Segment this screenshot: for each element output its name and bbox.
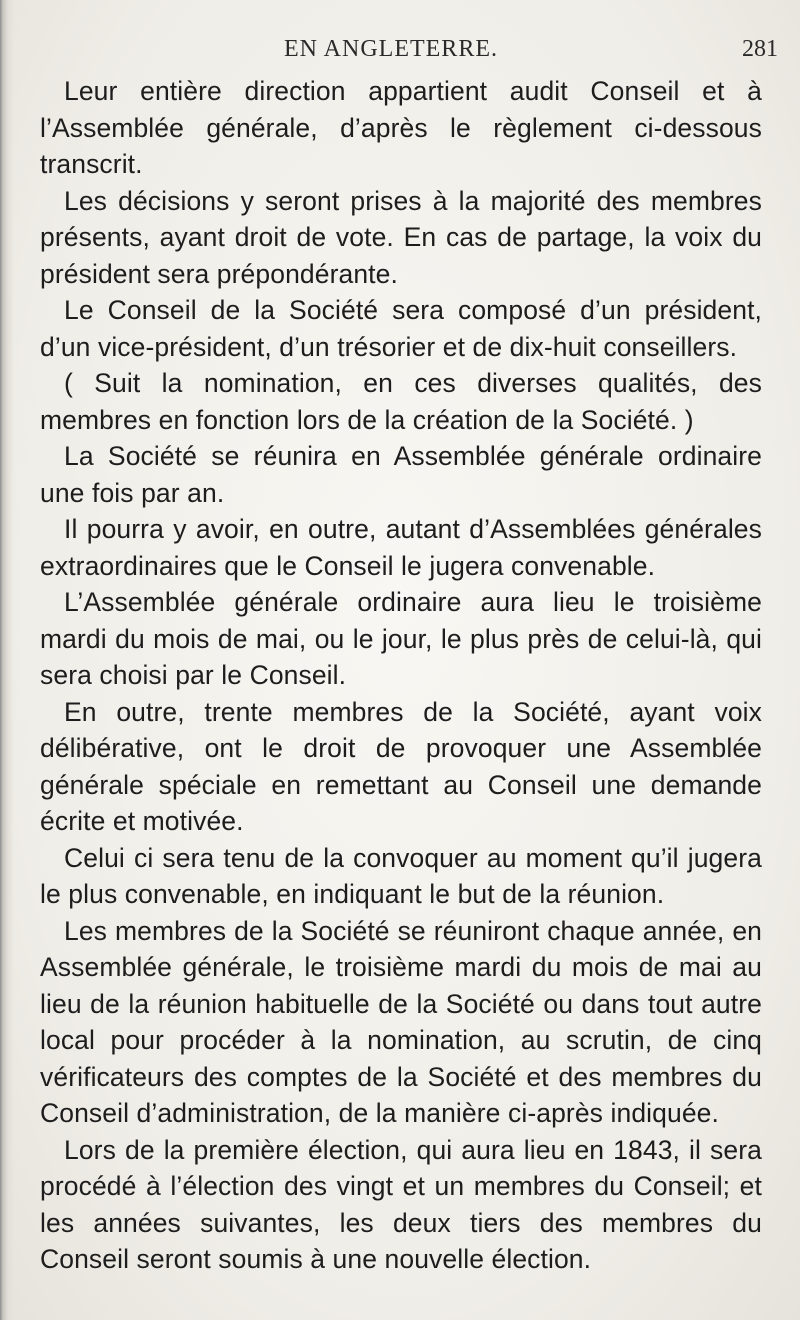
paragraph: En outre, trente membres de la Société, ayant voix délibérative, ont le droit de provoquer une Assemblée générale spéciale en remettant au Conseil une demande écrite et motivée. [40,696,762,836]
paragraph: Il pourra y avoir, en outre, autant d’Assemblées générales extraordinaires que le Conseil le jugera convenable. [40,514,762,581]
page-binding-edge [0,0,14,1320]
paragraph: L’Assemblée générale ordinaire aura lieu le troisième mardi du mois de mai, ou le jour, le plus près de celui-là, qui sera choisi par le Conseil. [40,587,762,690]
paragraph: Le Conseil de la Société sera composé d’un président, d’un vice-président, d’un trésorier et de dix-huit conseillers. [40,295,762,362]
paragraph: ( Suit la nomination, en ces diverses qualités, des membres en fonction lors de la création de la Société. ) [40,368,762,435]
paragraph: La Société se réunira en Assemblée générale ordinaire une fois par an. [40,441,762,508]
paragraph: Lors de la première élection, qui aura lieu en 1843, il sera procédé à l’élection des vingt et un membres du Conseil; et les années suivantes, les deux tiers des membres du Conseil seront soumis à une nouvelle élection. [40,1134,762,1274]
running-head: EN ANGLETERRE. [284,36,498,62]
paragraph: Leur entière direction appartient audit Conseil et à l’Assemblée générale, d’après le règlement ci-dessous transcrit. [40,76,762,179]
paragraph: Les décisions y seront prises à la majorité des membres présents, ayant droit de vote. En cas de partage, la voix du président sera prépondérante. [40,185,762,289]
page-number: 281 [742,36,778,62]
paragraph: Celui ci sera tenu de la convoquer au moment qu’il jugera le plus convenable, en indiquant le but de la réunion. [40,842,762,909]
page-header [0,36,800,68]
body-text [40,73,762,1278]
paragraph: Les membres de la Société se réuniront chaque année, en Assemblée générale, le troisième mardi du mois de mai au lieu de la réunion habituelle de la Société ou dans tout autre local pour procéder à la nomination, au scrutin, de cinq vérificateurs des comptes de la Société et des membres du Conseil d’administration, de la manière ci-après indiquée. [40,915,762,1128]
